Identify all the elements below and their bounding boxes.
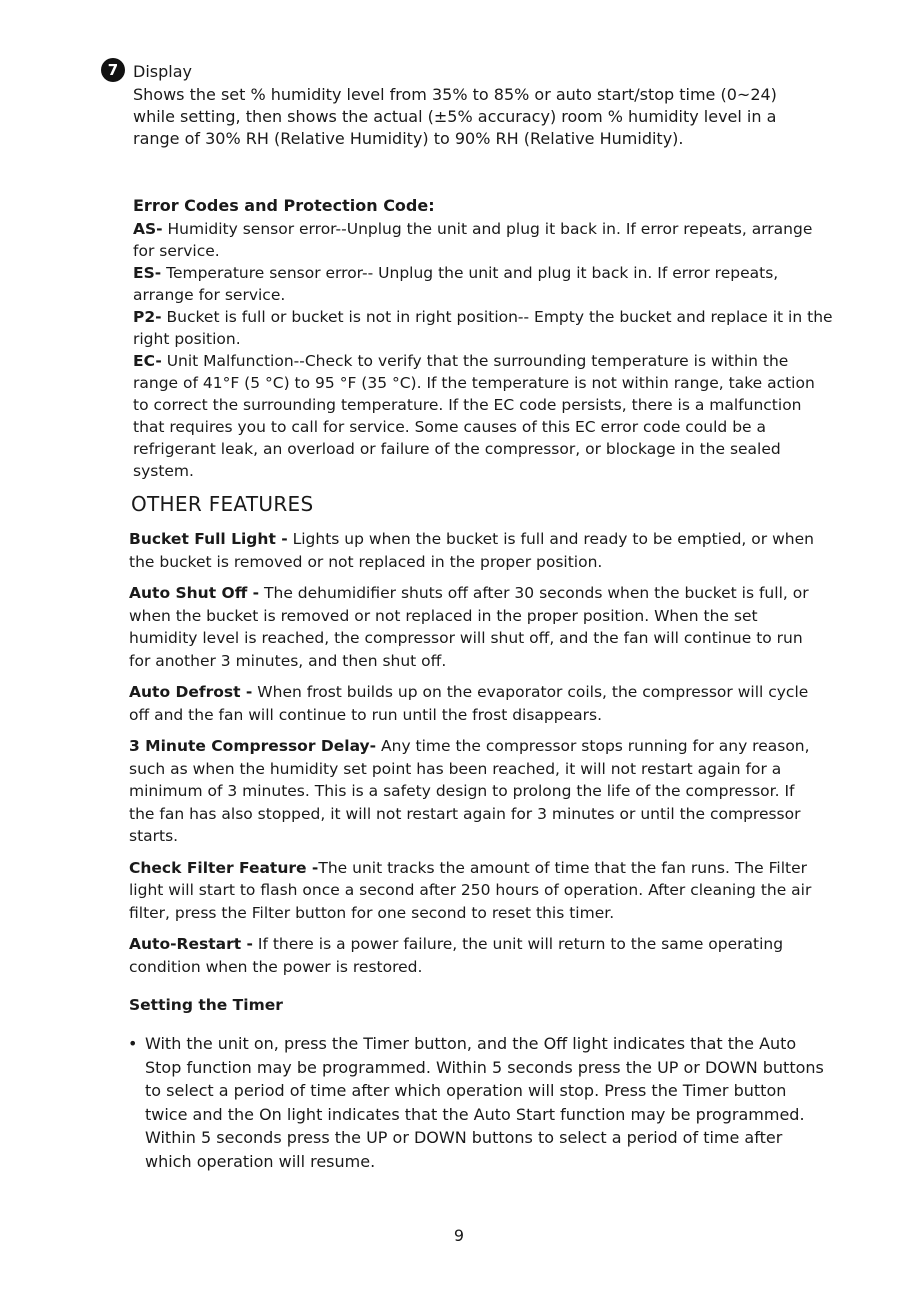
feature-description: Any time the compressor stops running for any reason, such as when the humidity set point has been reached, it will not restart again for a minimum of 3 minutes. This is a safety design to prolong the life of the compressor. If the fan has also stopped, it will not restart again for 3 minutes or until the compressor starts. — [129, 737, 810, 845]
error-code: ES- — [133, 264, 162, 282]
page-number: 9 — [453, 1226, 465, 1245]
bullet-icon: • — [128, 1034, 138, 1053]
feature-title: Auto Defrost - — [129, 683, 253, 701]
error-description: Humidity sensor error--Unplug the unit and plug it back in. If error repeats, arrange for service. — [133, 220, 813, 260]
feature-title: Bucket Full Light - — [129, 530, 288, 548]
error-description: Unit Malfunction--Check to verify that the surrounding temperature is within the range of 41°F (5 °C) to 95 °F (35 °C). If the temperature is not within range, take action to correct the surrounding temperature. If the EC code persists, there is a malfunction that requires you to call for service. Some causes of this EC error code could be a refrigerant leak, an overload or failure of the compressor, or blockage in the sealed system. — [133, 352, 815, 480]
error-code-item — [133, 350, 833, 482]
other-features-list — [129, 528, 819, 987]
timer-instructions — [128, 1032, 828, 1173]
list-item — [128, 1032, 828, 1173]
error-code-item — [133, 306, 833, 350]
error-code-item — [133, 218, 833, 262]
feature-description: The dehumidifier shuts off after 30 seconds when the bucket is full, or when the bucket is removed or not replaced in the proper position. When the set humidity level is reached, the compressor will shut off, and the fan will continue to run for another 3 minutes, and then shut off. — [129, 584, 809, 670]
timer-instruction-text: With the unit on, press the Timer button, and the Off light indicates that the Auto Stop function may be programmed. Within 5 seconds press the UP or DOWN buttons to select a period of time after which operation will stop. Press the Timer button twice and the On light indicates that the Auto Start function may be programmed. Within 5 seconds press the UP or DOWN buttons to select a period of time after which operation will resume. — [145, 1034, 824, 1171]
feature-description: If there is a power failure, the unit will return to the same operating condition when the power is restored. — [129, 935, 784, 976]
feature-item — [129, 582, 819, 672]
feature-item — [129, 933, 819, 978]
feature-title: Auto Shut Off - — [129, 584, 260, 602]
error-codes-heading: Error Codes and Protection Code: — [133, 196, 435, 215]
feature-title: 3 Minute Compressor Delay- — [129, 737, 377, 755]
error-description: Bucket is full or bucket is not in right position-- Empty the bucket and replace it in the right position. — [133, 308, 833, 348]
error-codes-list — [133, 218, 833, 482]
feature-description: Lights up when the bucket is full and ready to be emptied, or when the bucket is removed or not replaced in the proper position. — [129, 530, 814, 571]
error-code: EC- — [133, 352, 162, 370]
callout-number-badge: 7 — [101, 58, 125, 82]
feature-item — [129, 857, 819, 925]
display-description: Shows the set % humidity level from 35% to 85% or auto start/stop time (0~24) while setting, then shows the actual (±5% accuracy) room % humidity level in a range of 30% RH (Relative Humidity) to 90% RH (Relative Humidity). — [133, 85, 777, 148]
feature-title: Auto-Restart - — [129, 935, 253, 953]
feature-description: When frost builds up on the evaporator coils, the compressor will cycle off and the fan will continue to run until the frost disappears. — [129, 683, 809, 724]
other-features-heading: OTHER FEATURES — [131, 492, 314, 516]
display-title: Display — [133, 62, 192, 81]
feature-item — [129, 681, 819, 726]
error-code: AS- — [133, 220, 163, 238]
error-description: Temperature sensor error-- Unplug the unit and plug it back in. If error repeats, arrange for service. — [133, 264, 779, 304]
feature-description: The unit tracks the amount of time that the fan runs. The Filter light will start to flash once a second after 250 hours of operation. After cleaning the air filter, press the Filter button for one second to reset this timer. — [129, 858, 812, 922]
feature-item — [129, 735, 819, 848]
error-code: P2- — [133, 308, 162, 326]
feature-item — [129, 528, 819, 573]
error-code-item — [133, 262, 833, 306]
feature-title: Check Filter Feature - — [129, 858, 319, 877]
setting-timer-heading: Setting the Timer — [129, 996, 283, 1014]
